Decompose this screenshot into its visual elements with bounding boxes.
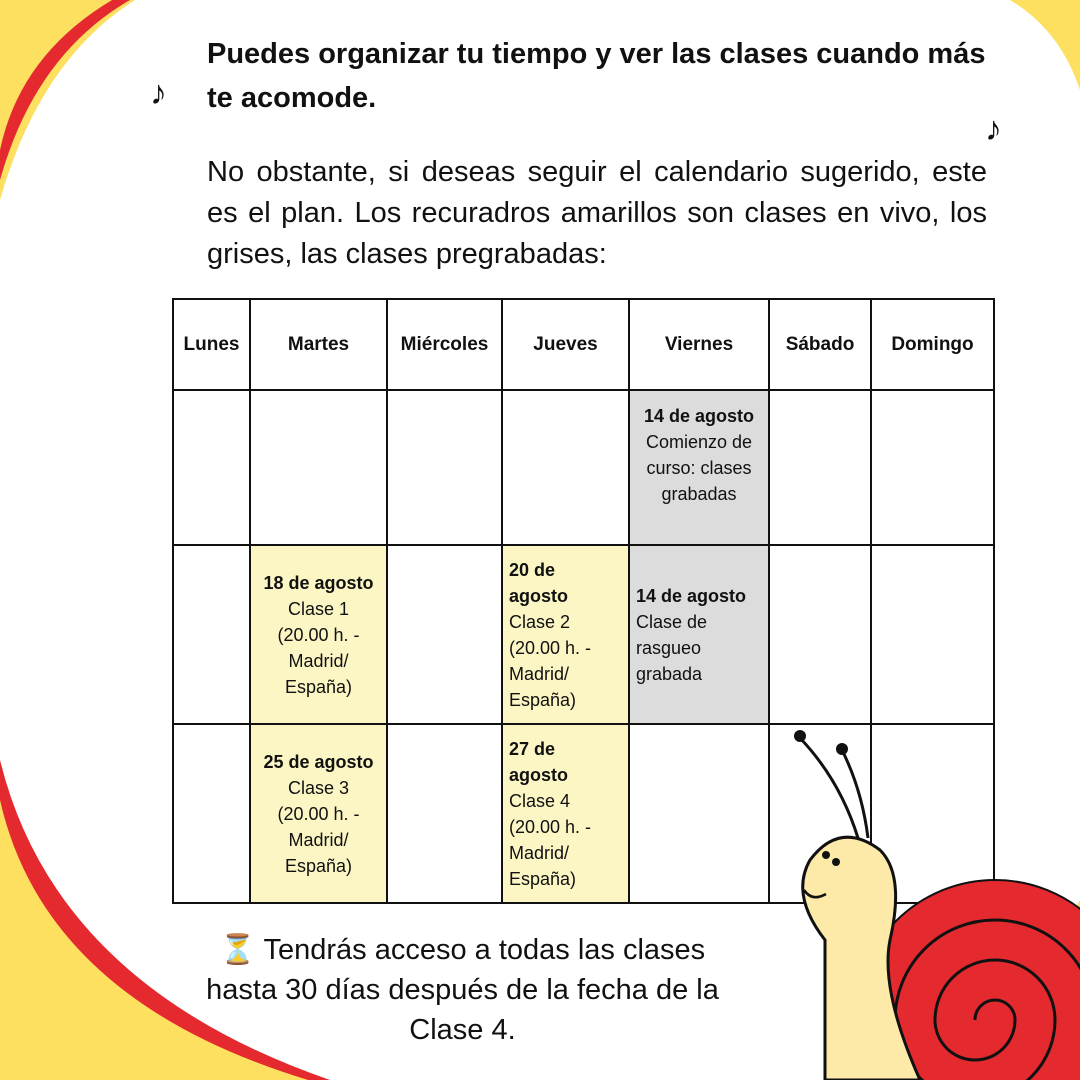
- empty-cell: [502, 390, 629, 545]
- footer-note: [190, 930, 735, 1050]
- empty-cell: [769, 390, 871, 545]
- cell-line: Madrid/: [288, 650, 349, 671]
- empty-cell: [173, 724, 250, 903]
- cell-date: 20 de: [509, 559, 556, 580]
- cell-line: Clase 4: [509, 790, 571, 811]
- empty-cell: [629, 724, 769, 903]
- empty-cell: [173, 545, 250, 724]
- empty-cell: [871, 390, 994, 545]
- cell-line: España): [509, 868, 577, 889]
- cell-date: 18 de agosto: [263, 572, 374, 593]
- recorded-class-cell: [629, 545, 769, 724]
- cell-line: (20.00 h. -: [277, 803, 360, 824]
- live-class-cell: [250, 545, 387, 724]
- cell-line: Clase 2: [509, 611, 571, 632]
- cell-date: 14 de agosto: [636, 585, 747, 606]
- cell-date: 25 de agosto: [263, 751, 374, 772]
- cell-line: Clase 3: [287, 777, 350, 798]
- empty-cell: [387, 724, 502, 903]
- table-row: [173, 390, 994, 545]
- cell-line: (20.00 h. -: [509, 816, 592, 837]
- recorded-class-cell: [629, 390, 769, 545]
- cell-date: agosto: [509, 764, 569, 785]
- cell-line: España): [284, 676, 353, 697]
- music-note-icon: ♪: [150, 74, 167, 112]
- empty-cell: [769, 545, 871, 724]
- headline: Puedes organizar tu tiempo y ver las clases cuando más te acomode.: [207, 38, 986, 114]
- empty-cell: [250, 390, 387, 545]
- cell-line: curso: clases: [646, 458, 752, 478]
- column-header: Viernes: [629, 299, 769, 390]
- hourglass-icon: ⏳: [219, 934, 256, 966]
- empty-cell: [173, 390, 250, 545]
- column-header: Martes: [250, 299, 387, 390]
- table-row: [173, 545, 994, 724]
- empty-cell: [871, 545, 994, 724]
- live-class-cell: [502, 545, 629, 724]
- cell-line: (20.00 h. -: [277, 624, 360, 645]
- snail-illustration: [770, 720, 1080, 1080]
- cell-line: España): [509, 689, 577, 710]
- cell-line: (20.00 h. -: [509, 637, 592, 658]
- cell-line: Comienzo de: [645, 432, 753, 452]
- column-header: Domingo: [871, 299, 994, 390]
- empty-cell: [387, 390, 502, 545]
- column-header: Lunes: [173, 299, 250, 390]
- column-header: Jueves: [502, 299, 629, 390]
- cell-line: Madrid/: [509, 663, 570, 684]
- column-header: Miércoles: [387, 299, 502, 390]
- cell-line: Madrid/: [288, 829, 349, 850]
- cell-date: agosto: [509, 585, 569, 606]
- cell-line: Clase de: [636, 611, 708, 632]
- cell-date: 27 de: [509, 738, 556, 759]
- cell-line: grabadas: [661, 484, 737, 504]
- column-header: Sábado: [769, 299, 871, 390]
- cell-line: Madrid/: [509, 842, 570, 863]
- live-class-cell: [250, 724, 387, 903]
- intro-text: No obstante, si deseas seguir el calendario sugerido, este es el plan. Los recuradros amarillos son clases en vivo, los grises, las clases pregrabadas:: [207, 156, 987, 270]
- empty-cell: [387, 545, 502, 724]
- cell-line: rasgueo: [636, 637, 702, 658]
- cell-line: grabada: [636, 663, 703, 684]
- cell-date: 14 de agosto: [643, 406, 755, 426]
- footer-text: Tendrás acceso a todas las clases hasta 30 días después de la fecha de la Clase 4.: [206, 934, 719, 1046]
- music-note-icon: ♪: [985, 110, 1002, 148]
- cell-line: Clase 1: [287, 598, 350, 619]
- cell-line: España): [284, 855, 353, 876]
- table-header-row: [173, 299, 994, 390]
- live-class-cell: [502, 724, 629, 903]
